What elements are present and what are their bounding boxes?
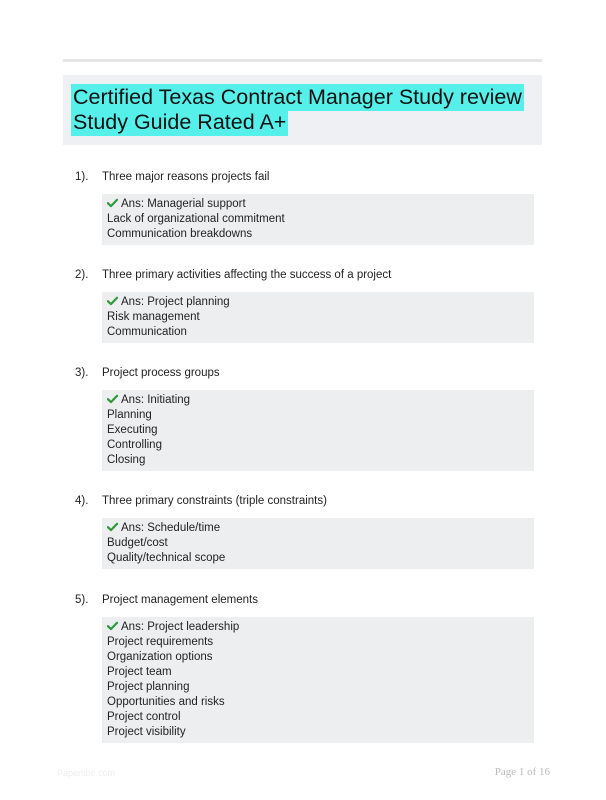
answer-line xyxy=(107,521,534,536)
check-icon xyxy=(107,296,118,306)
check-icon xyxy=(107,621,118,631)
question-number: 2). xyxy=(75,269,89,281)
question-number: 5). xyxy=(75,594,89,606)
question-text: Project process groups xyxy=(102,367,220,379)
answer-box xyxy=(102,292,534,343)
page-number: Page 1 of 16 xyxy=(494,766,550,778)
answer-line: Executing xyxy=(107,424,158,436)
page-title xyxy=(71,85,531,135)
answer-box xyxy=(102,518,534,569)
answer-text: Schedule/time xyxy=(147,522,221,534)
answer-line: Controlling xyxy=(107,439,162,451)
answer-line: Lack of organizational commitment xyxy=(107,213,285,225)
answer-line: Communication xyxy=(107,326,187,338)
answer-line: Organization options xyxy=(107,651,213,663)
answer-box xyxy=(102,617,534,743)
answer-line xyxy=(107,393,534,408)
title-banner xyxy=(63,75,542,145)
answer-line: Planning xyxy=(107,409,152,421)
question-number: 4). xyxy=(75,495,89,507)
answer-text: Initiating xyxy=(147,394,191,406)
answer-line: Project visibility xyxy=(107,726,186,738)
answer-line: Opportunities and risks xyxy=(107,696,225,708)
footer-watermark: Papertibe.com xyxy=(57,768,116,778)
answer-line: Project requirements xyxy=(107,636,214,648)
answer-prefix: Ans: xyxy=(121,394,145,406)
answer-line: Project team xyxy=(107,666,172,678)
answer-line: Closing xyxy=(107,454,146,466)
answer-box xyxy=(102,390,534,471)
title-highlight: Certified Texas Contract Manager Study review Study Guide Rated A+ xyxy=(73,85,522,134)
answer-text: Project leadership xyxy=(147,621,240,633)
question-text: Project management elements xyxy=(102,594,258,606)
answer-prefix: Ans: xyxy=(121,621,145,633)
question-number: 1). xyxy=(75,171,89,183)
answer-line xyxy=(107,197,534,212)
answer-line: Project planning xyxy=(107,681,190,693)
answer-prefix: Ans: xyxy=(121,296,145,308)
answer-line: Risk management xyxy=(107,311,200,323)
answer-prefix: Ans: xyxy=(121,198,145,210)
check-icon xyxy=(107,198,118,208)
answer-text: Project planning xyxy=(147,296,230,308)
answer-line: Project control xyxy=(107,711,181,723)
answer-line: Communication breakdowns xyxy=(107,228,253,240)
question-text: Three primary activities affecting the success of a project xyxy=(102,269,392,281)
question-text: Three major reasons projects fail xyxy=(102,171,270,183)
answer-line xyxy=(107,620,534,635)
check-icon xyxy=(107,394,118,404)
question-number: 3). xyxy=(75,367,89,379)
check-icon xyxy=(107,522,118,532)
top-divider xyxy=(63,59,542,62)
answer-line: Quality/technical scope xyxy=(107,552,226,564)
answer-line xyxy=(107,295,534,310)
answer-text: Managerial support xyxy=(147,198,246,210)
answer-prefix: Ans: xyxy=(121,522,145,534)
question-text: Three primary constraints (triple constraints) xyxy=(102,495,327,507)
answer-line: Budget/cost xyxy=(107,537,168,549)
answer-box xyxy=(102,194,534,245)
